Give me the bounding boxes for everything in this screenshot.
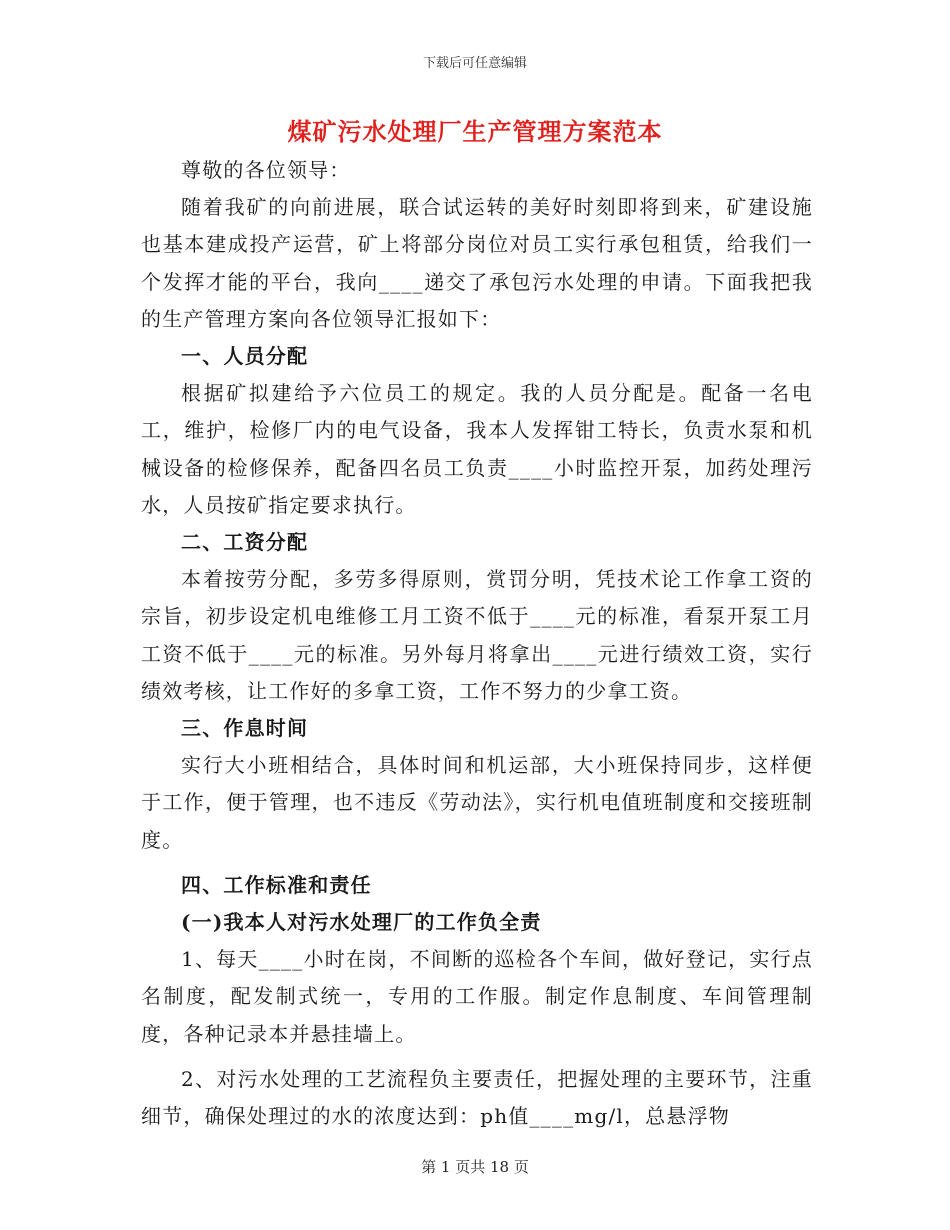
section-heading: 一、人员分配 xyxy=(181,344,309,369)
document-body xyxy=(141,152,813,1135)
section-heading: 二、工资分配 xyxy=(181,530,309,555)
body-paragraph: 根据矿拟建给予六位员工的规定。我的人员分配是。配备一名电工，维护，检修厂内的电气设备，我本人发挥钳工特长，负责水泵和机械设备的检修保养，配备四名员工负责____小时监控开泵，加药处理污水，人员按矿指定要求执行。 xyxy=(141,381,813,517)
section-heading: 四、工作标准和责任 xyxy=(181,872,372,897)
header-note: 下载后可任意编辑 xyxy=(422,56,527,71)
document-title: 煤矿污水处理厂生产管理方案范本 xyxy=(287,117,663,146)
body-paragraph: 尊敬的各位领导： xyxy=(181,158,351,182)
page-footer: 第 1 页共 18 页 xyxy=(421,1158,529,1176)
body-paragraph: 2、对污水处理的工艺流程负主要责任，把握处理的主要环节，注重细节，确保处理过的水的浓度达到：ph值____mg/l，总悬浮物 xyxy=(141,1066,813,1129)
body-paragraph: 本着按劳分配，多劳多得原则，赏罚分明，凭技术论工作拿工资的宗旨，初步设定机电维修工月工资不低于____元的标准，看泵开泵工月工资不低于____元的标准。另外每月将拿出____元进行绩效工资，实行绩效考核，让工作好的多拿工资，工作不努力的少拿工资。 xyxy=(141,567,813,703)
body-paragraph: 随着我矿的向前进展，联合试运转的美好时刻即将到来，矿建设施也基本建成投产运营，矿上将部分岗位对员工实行承包租赁，给我们一个发挥才能的平台，我向____递交了承包污水处理的申请。下面我把我的生产管理方案向各位领导汇报如下： xyxy=(141,195,813,331)
section-heading: 三、作息时间 xyxy=(181,716,309,741)
section-heading: (一)我本人对污水处理厂的工作负全责 xyxy=(181,910,542,935)
body-paragraph: 1、每天____小时在岗，不间断的巡检各个车间，做好登记，实行点名制度，配发制式统一，专用的工作服。制定作息制度、车间管理制度，各种记录本并悬挂墙上。 xyxy=(141,947,813,1046)
body-paragraph: 实行大小班相结合，具体时间和机运部，大小班保持同步，这样便于工作，便于管理，也不违反《劳动法》，实行机电值班制度和交接班制度。 xyxy=(141,753,813,852)
